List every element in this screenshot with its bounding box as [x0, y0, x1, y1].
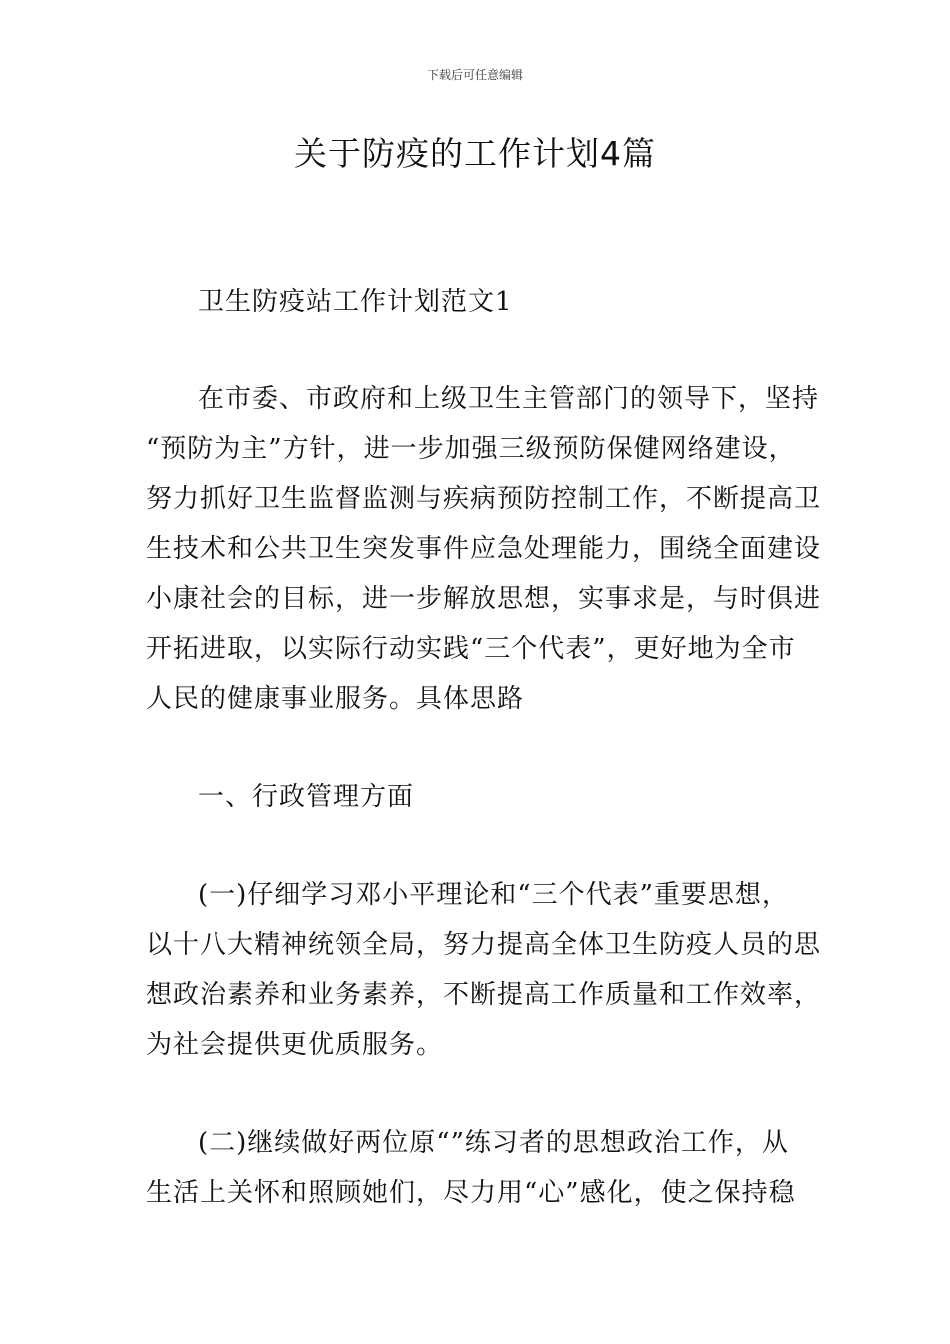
- subheading-text: 一、行政管理方面: [198, 782, 415, 812]
- intro-paragraph: [146, 374, 822, 724]
- intro-line: 开拓进取，以实际行动实践“三个代表”，更好地为全市: [146, 634, 796, 664]
- section-heading: [146, 277, 810, 327]
- intro-line: 人民的健康事业服务。具体思路: [146, 684, 525, 714]
- intro-line: 生技术和公共卫生突发事件应急处理能力，围绕全面建设: [146, 534, 822, 564]
- document-title: 关于防疫的工作计划4篇: [294, 134, 656, 173]
- item-1-line: (一)仔细学习邓小平理论和“三个代表”重要思想，: [198, 880, 789, 910]
- item-2-line: 生活上关怀和照顾她们，尽力用“心”感化，使之保持稳: [146, 1178, 796, 1208]
- intro-line: 努力抓好卫生监督监测与疾病预防控制工作，不断提高卫: [146, 484, 822, 514]
- intro-line: 在市委、市政府和上级卫生主管部门的领导下，坚持: [198, 384, 820, 414]
- intro-line: 小康社会的目标，进一步解放思想，实事求是，与时俱进: [146, 584, 822, 614]
- item-1-line: 以十八大精神统领全局，努力提高全体卫生防疫人员的思: [146, 930, 822, 960]
- item-1-paragraph: [146, 870, 822, 1070]
- item-2-line: (二)继续做好两位原“”练习者的思想政治工作，从: [198, 1128, 789, 1158]
- item-1-line: 为社会提供更优质服务。: [146, 1030, 444, 1060]
- section-heading-text: 卫生防疫站工作计划范文1: [198, 287, 513, 317]
- header-note: 下载后可任意编辑: [426, 68, 523, 82]
- intro-line: “预防为主”方针，进一步加强三级预防保健网络建设，: [146, 434, 796, 464]
- subheading-administration: [146, 772, 810, 822]
- item-2-paragraph: [146, 1118, 810, 1218]
- item-1-line: 想政治素养和业务素养，不断提高工作质量和工作效率，: [146, 980, 822, 1010]
